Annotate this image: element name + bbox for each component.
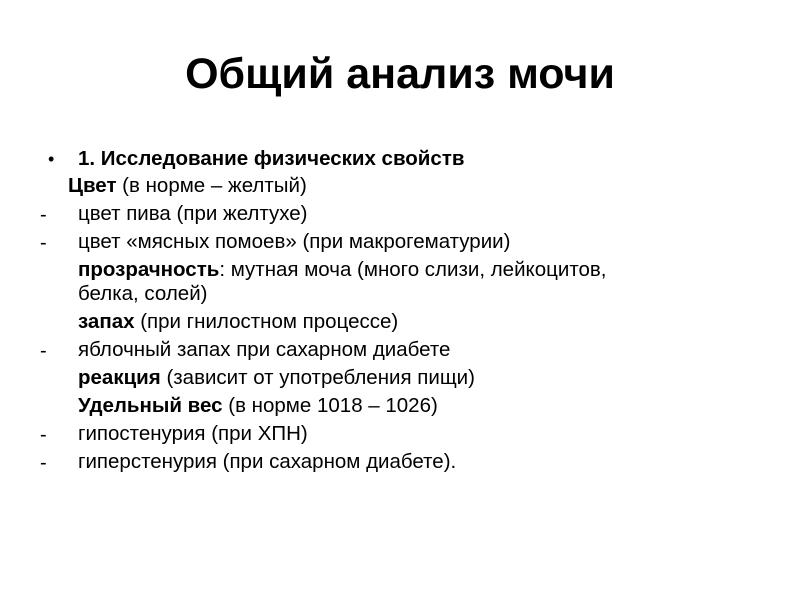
reaction-label: реакция	[78, 366, 161, 389]
color-label: Цвет	[68, 174, 117, 197]
smell-label: запах	[78, 310, 135, 333]
color-line	[68, 174, 307, 198]
gravity-line	[78, 394, 438, 418]
gravity-text: (в норме 1018 – 1026)	[222, 394, 438, 417]
smell-apple-item: яблочный запах при сахарном диабете	[78, 338, 451, 361]
smell-line	[78, 310, 398, 334]
hyposthenuria-item: гипостенурия (при ХПН)	[78, 422, 308, 445]
color-beer-item: цвет пива (при желтухе)	[78, 202, 308, 225]
color-meat-item: цвет «мясных помоев» (при макрогематурии)	[78, 230, 511, 253]
dash-marker: -	[40, 204, 47, 226]
hypersthenuria-item: гиперстенурия (при сахарном диабете).	[78, 450, 457, 473]
reaction-line	[78, 366, 475, 390]
gravity-label: Удельный вес	[78, 394, 223, 417]
dash-marker: -	[40, 424, 47, 446]
dash-marker: -	[40, 340, 47, 362]
clarity-label: прозрачность	[78, 258, 220, 281]
color-text: (в норме – желтый)	[116, 174, 307, 197]
clarity-line-cont: белка, солей)	[78, 282, 208, 305]
section-heading-text: 1. Исследование физических свойств	[78, 147, 465, 170]
clarity-text: : мутная моча (много слизи, лейкоцитов,	[219, 258, 607, 281]
dash-marker: -	[40, 232, 47, 254]
clarity-line	[78, 258, 606, 282]
dash-marker: -	[40, 452, 47, 474]
smell-text: (при гнилостном процессе)	[134, 310, 399, 333]
slide-title: Общий анализ мочи	[185, 50, 615, 98]
section-heading	[78, 147, 464, 171]
bullet-dot: •	[48, 149, 55, 169]
reaction-text: (зависит от употребления пищи)	[160, 366, 475, 389]
